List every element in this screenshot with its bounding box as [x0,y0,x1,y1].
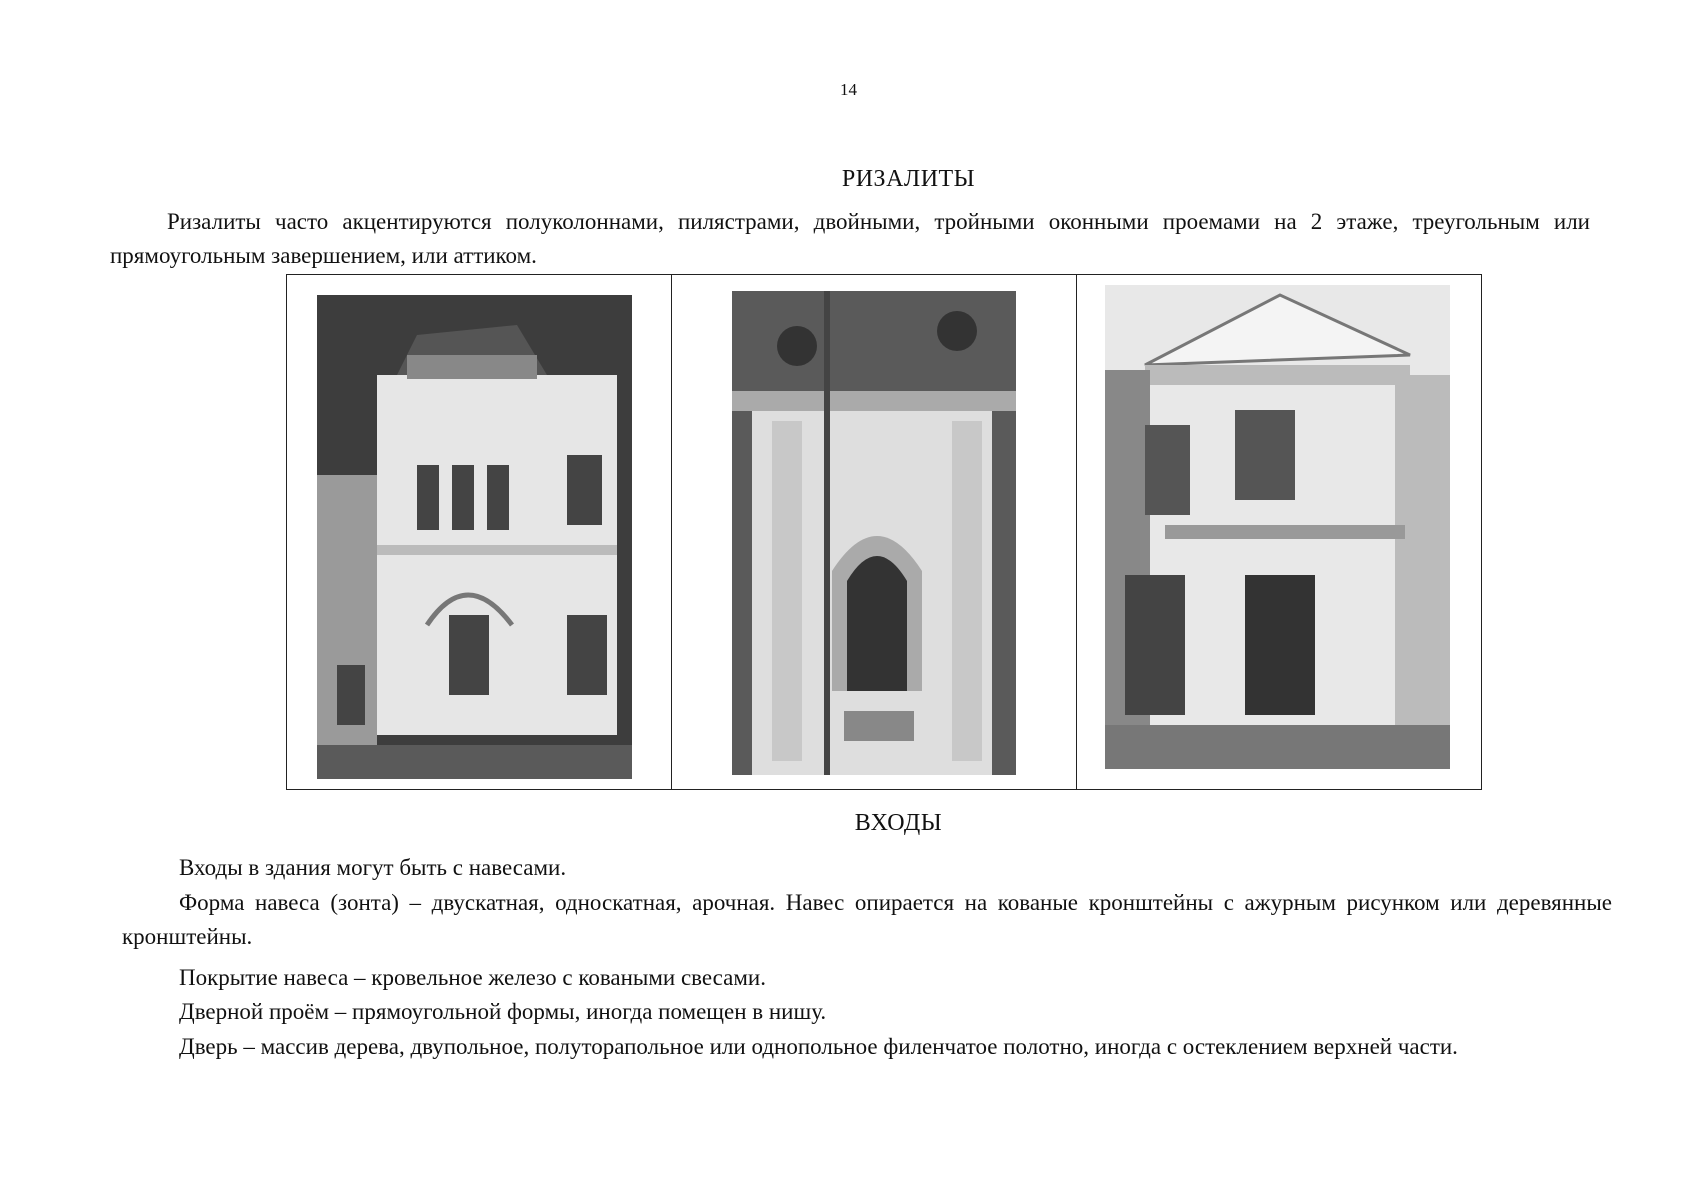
entrances-paragraph-4: Дверной проём – прямоугольной формы, иногда помещен в нишу. [179,999,827,1024]
photo-cell-1 [287,275,672,789]
entrances-paragraph-2: Форма навеса (зонта) – двускатная, односкатная, арочная. Навес опирается на кованые кронштейны с ажурным рисунком или деревянные кронштейны. [122,890,1612,949]
building-photo-2 [732,291,1016,775]
entrances-paragraph-5: Дверь – массив дерева, двупольное, полуторапольное или однопольное филенчатое полотно, иногда с остеклением верхней части. [179,1034,1458,1059]
entrances-paragraph-1: Входы в здания могут быть с навесами. [179,855,567,880]
building-photo-1 [317,295,632,779]
building-photo-3 [1105,285,1450,769]
photo-cell-3 [1077,275,1480,789]
section-title-entrances: ВХОДЫ [854,810,943,836]
page-number: 14 [840,80,857,99]
section-title-risality: РИЗАЛИТЫ [841,166,976,192]
entrances-paragraph-3: Покрытие навеса – кровельное железо с коваными свесами. [179,965,766,990]
risality-paragraph: Ризалиты часто акцентируются полуколоннами, пилястрами, двойными, тройными оконными проемами на 2 этаже, треугольным или прямоугольным завершением, или аттиком. [110,209,1590,268]
photo-table [286,274,1482,790]
photo-cell-2 [672,275,1077,789]
